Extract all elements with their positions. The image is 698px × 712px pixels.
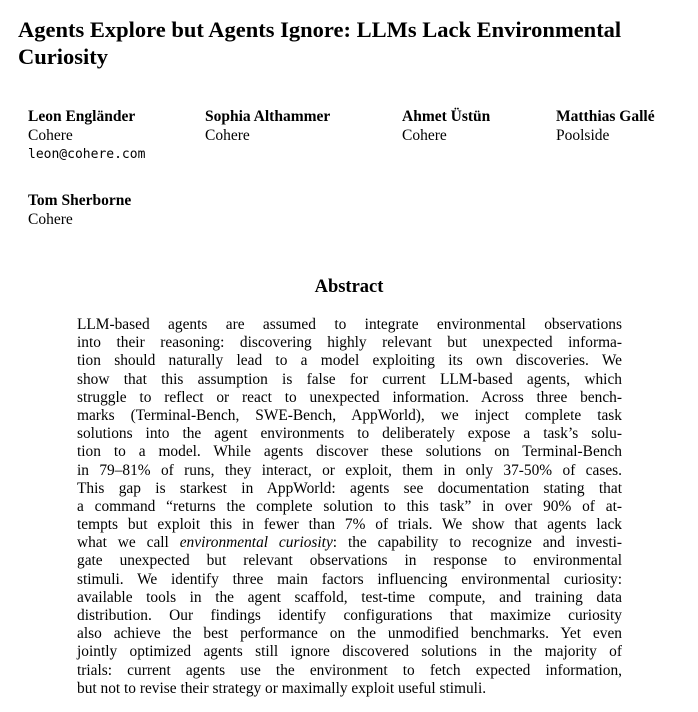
abstract-line: tion to a model. While agents discover these solutions on Terminal-Bench (77, 443, 622, 461)
abstract-heading: Abstract (314, 277, 384, 297)
author-name: Matthias Gallé (556, 108, 655, 125)
abstract-line: distribution. Our findings identify configurations that maximize curiosity (77, 607, 622, 624)
abstract-line: marks (Terminal-Bench, SWE-Bench, AppWorld), we inject complete task (77, 406, 622, 424)
abstract-line: tempts but exploit this in fewer than 7% of trials. We show that agents lack (77, 516, 622, 534)
abstract-term-emphasis: environmental curiosity (179, 534, 333, 552)
abstract-line: stimuli. We identify three main factors influencing environmental curiosity: (77, 570, 622, 588)
abstract-line: LLM-based agents are assumed to integrate environmental observations (77, 316, 622, 333)
abstract-text: : the capability to recognize and investi- (332, 534, 622, 552)
abstract-line: jointly optimized agents still ignore discovered solutions in the majority of (77, 643, 622, 661)
author-block (28, 107, 145, 164)
author-affiliation: Cohere (402, 127, 447, 144)
author-affiliation: Cohere (28, 211, 73, 228)
author-block (402, 107, 490, 145)
abstract-line: in 79–81% of runs, they interact, or exploit, them in only 37-50% of cases. (77, 461, 622, 479)
abstract-line: gate unexpected but relevant observations in response to environmental (77, 552, 622, 570)
author-name: Leon Engländer (28, 108, 136, 125)
abstract-line: a command “returns the complete solution to this task” in over 90% of at- (77, 497, 622, 515)
author-name: Ahmet Üstün (402, 108, 491, 125)
abstract-line: This gap is starkest in AppWorld: agents see documentation stating that (77, 479, 622, 497)
abstract-line: tion should naturally lead to a model exploiting its own discoveries. We (77, 352, 622, 370)
abstract-line: show that this assumption is false for current LLM-based agents, which (77, 370, 622, 388)
abstract-line: also achieve the best performance on the unmodified benchmarks. Yet even (77, 625, 622, 643)
author-block (28, 191, 131, 229)
abstract-line: trials: current agents use the environment to fetch expected information, (77, 661, 622, 679)
author-affiliation: Cohere (28, 127, 73, 144)
author-name: Tom Sherborne (28, 192, 132, 209)
paper-title: Agents Explore but Agents Ignore: LLMs Lack Environmental Curiosity (18, 17, 622, 69)
author-name: Sophia Althammer (205, 108, 331, 125)
abstract-line: solutions into the agent environments to deliberately expose a task’s solu- (77, 425, 622, 443)
abstract-line: into their reasoning: discovering highly relevant but unexpected informa- (77, 334, 622, 352)
abstract-text: what we call (77, 534, 180, 552)
abstract-body (77, 316, 622, 698)
author-block (205, 107, 330, 145)
abstract-line: but not to revise their strategy or maximally exploit useful stimuli. (77, 679, 487, 697)
author-block (556, 107, 655, 145)
author-affiliation: Poolside (556, 127, 610, 144)
author-email[interactable]: leon@cohere.com (28, 147, 146, 162)
abstract-line: available tools in the agent scaffold, test-time compute, and training data (77, 588, 622, 606)
abstract-line: struggle to reflect or react to unexpected information. Across three bench- (77, 388, 622, 406)
author-affiliation: Cohere (205, 127, 250, 144)
abstract-line (77, 534, 622, 552)
